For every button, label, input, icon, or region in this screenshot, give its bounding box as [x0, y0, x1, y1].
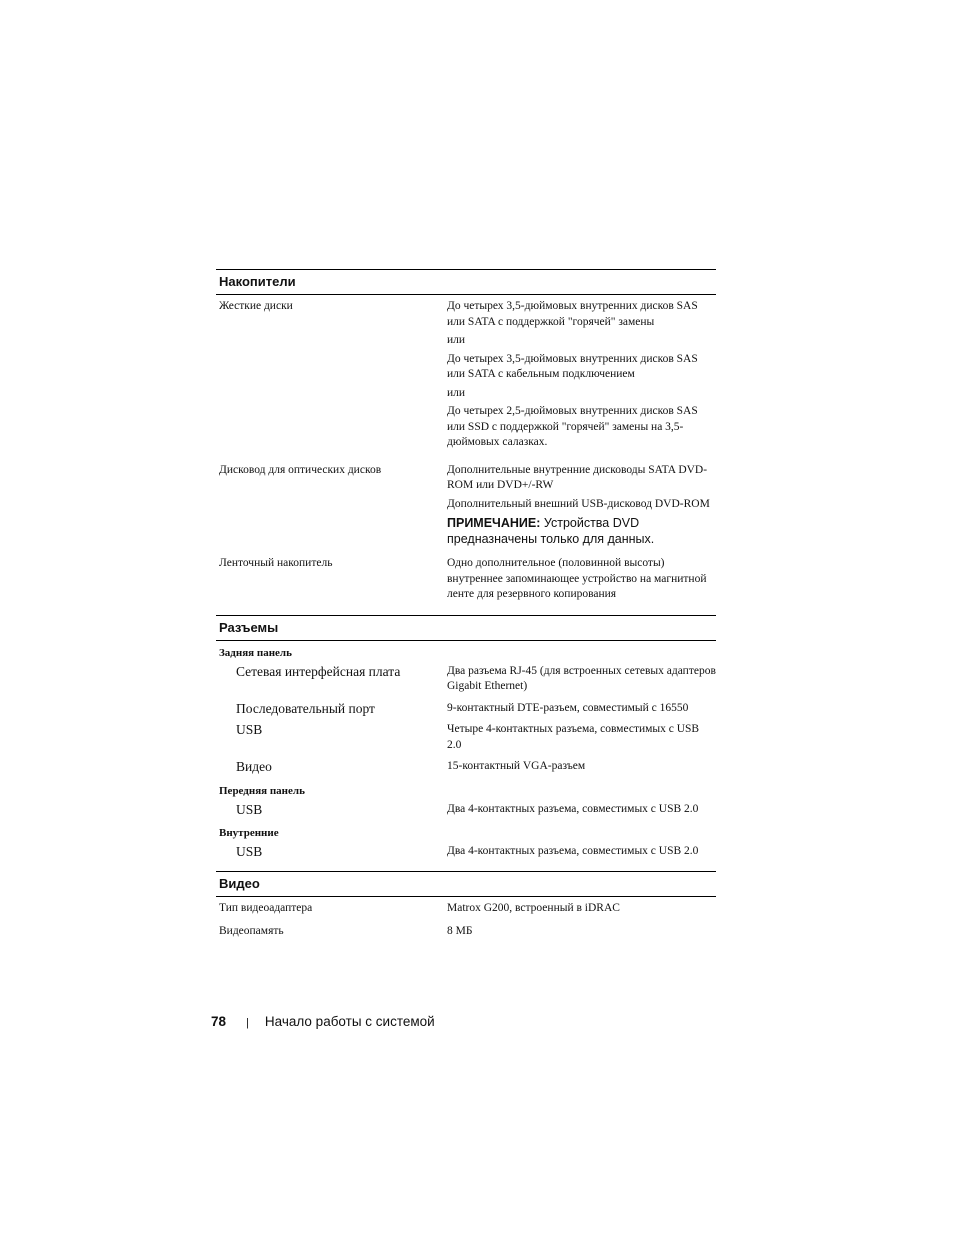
connector-value: Четыре 4-контактных разъема, совместимых с USB 2.0: [447, 723, 700, 751]
footer-separator: |: [246, 1017, 249, 1029]
optical-note: [447, 515, 716, 547]
hard-drives-label: Жесткие диски: [219, 300, 293, 312]
page-footer: [211, 1014, 435, 1029]
video-label: Видеопамять: [219, 925, 284, 937]
connector-value: Два 4-контактных разъема, совместимых с USB 2.0: [447, 845, 699, 857]
spec-table: [216, 269, 716, 940]
hard-drives-option-2: До четырех 3,5-дюймовых внутренних дисков SAS или SATA с кабельным подключением: [447, 352, 698, 380]
connector-label: USB: [236, 801, 263, 817]
video-value: 8 МБ: [447, 925, 473, 937]
connector-row: [216, 701, 716, 717]
note-text: Устройства DVD предназначены только для данных.: [447, 516, 655, 546]
connectors-heading: Разъемы: [216, 615, 716, 641]
connector-value: Два 4-контактных разъема, совместимых с USB 2.0: [447, 802, 699, 815]
note-label: ПРИМЕЧАНИЕ:: [447, 516, 541, 530]
video-row: [216, 924, 716, 940]
chapter-title: Начало работы с системой: [264, 1014, 435, 1029]
connector-value: Два разъема RJ-45 (для встроенных сетевых адаптеров Gigabit Ethernet): [447, 664, 716, 692]
optical-value: [447, 463, 716, 548]
video-heading: Видео: [216, 871, 716, 897]
optical-option-2: Дополнительный внешний USB-дисковод DVD-ROM: [447, 497, 710, 510]
connector-row: [216, 722, 716, 753]
optical-option-1: Дополнительные внутренние дисководы SATA DVD-ROM или DVD+/-RW: [447, 463, 708, 491]
optical-row: [216, 463, 716, 548]
connector-row: [216, 844, 716, 860]
connector-row: [216, 664, 716, 695]
hard-drives-row: [216, 299, 716, 454]
video-row: [216, 901, 716, 917]
connector-row: [216, 759, 716, 775]
connector-label: Видео: [236, 759, 272, 774]
hard-drives-value: [447, 299, 716, 454]
tape-value: Одно дополнительное (половинной высоты) внутреннее запоминающее устройство на магнитной ленте для резервного копирования: [447, 557, 707, 600]
video-value: Matrox G200, встроенный в iDRAC: [447, 901, 620, 914]
front-panel-heading: Передняя панель: [219, 784, 305, 797]
connector-row: [216, 802, 716, 818]
internal-heading: Внутренние: [219, 827, 279, 839]
connector-label: Последовательный порт: [236, 700, 375, 716]
page-number: 78: [211, 1014, 227, 1029]
hard-drives-option-3: До четырех 2,5-дюймовых внутренних дисков SAS или SSD с поддержкой "горячей" замены на 3,5-дюймовых салазках.: [447, 405, 698, 448]
optical-label: Дисковод для оптических дисков: [219, 463, 382, 476]
tape-row: [216, 556, 716, 603]
hard-drives-or-1: или: [447, 334, 466, 346]
hard-drives-or-2: или: [447, 386, 466, 399]
connector-label: USB: [236, 844, 263, 859]
hard-drives-option-1: До четырех 3,5-дюймовых внутренних дисков SAS или SATA с поддержкой "горячей" замены: [447, 300, 698, 328]
video-label: Тип видеоадаптера: [219, 901, 313, 914]
connector-label: Сетевая интерфейсная плата: [236, 663, 401, 679]
rear-panel-heading: Задняя панель: [219, 646, 292, 659]
tape-label: Ленточный накопитель: [219, 557, 333, 569]
connector-label: USB: [236, 722, 263, 737]
connector-value: 9-контактный DTE-разъем, совместимый с 16550: [447, 701, 689, 714]
connector-value: 15-контактный VGA-разъем: [447, 760, 586, 772]
storage-heading: Накопители: [216, 269, 716, 295]
